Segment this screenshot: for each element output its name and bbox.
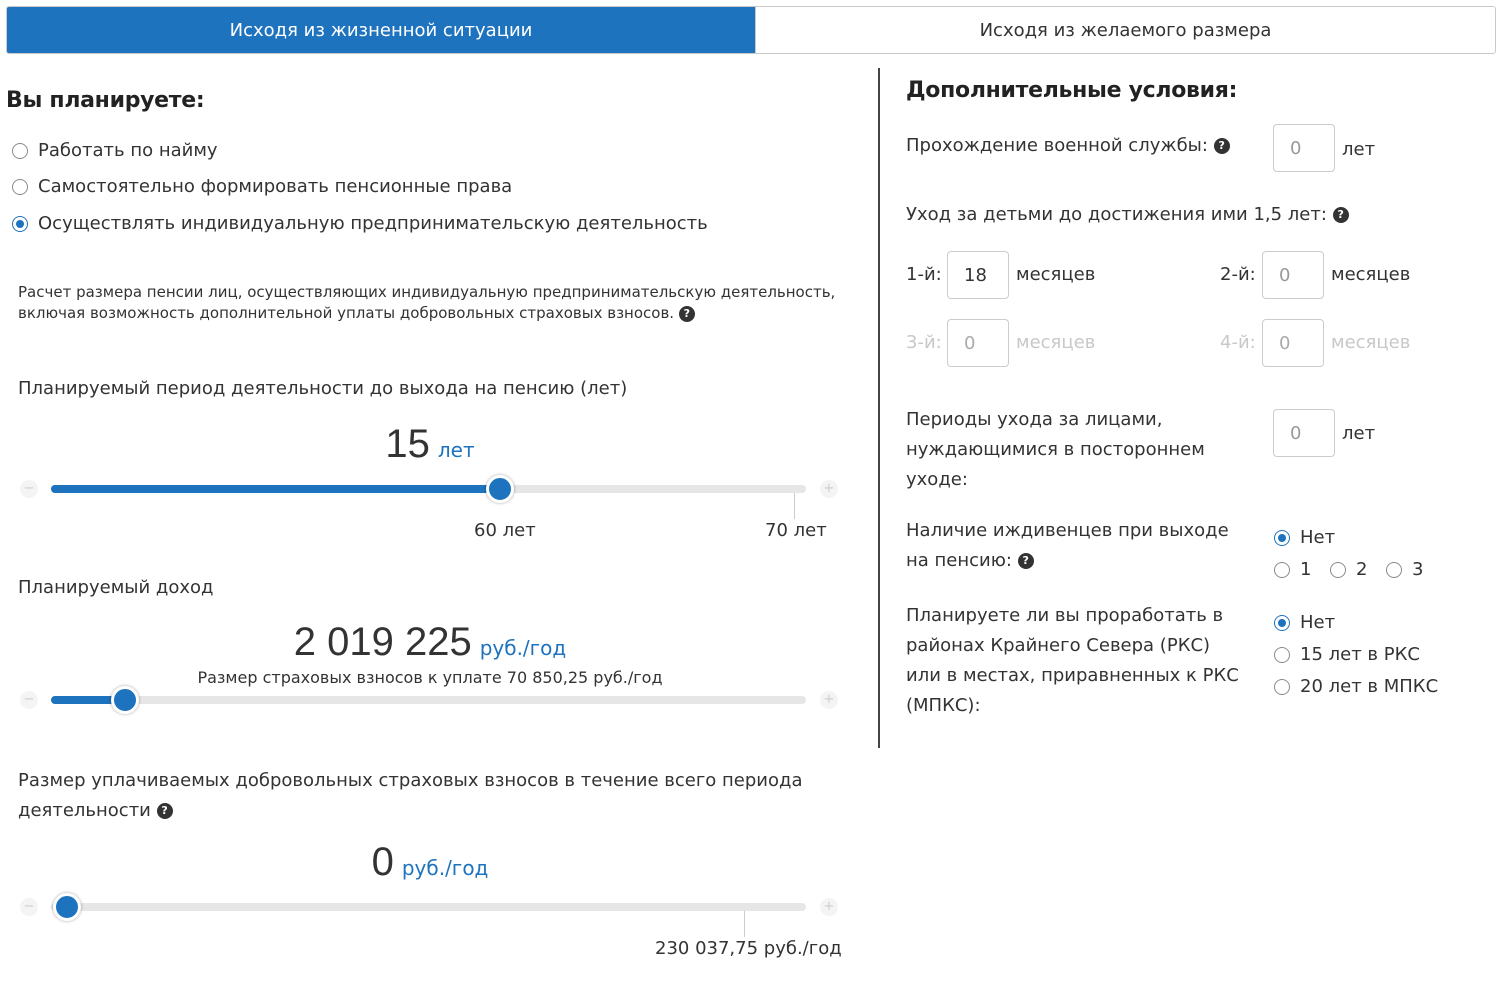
additional-conditions-heading: Дополнительные условия:	[906, 78, 1238, 103]
period-decrease-button[interactable]: −	[20, 480, 38, 498]
column-divider	[878, 68, 880, 748]
period-label: Планируемый период деятельности до выхода на пенсию (лет)	[18, 378, 628, 399]
child-1-unit: месяцев	[1016, 264, 1096, 285]
voluntary-slider-handle[interactable]	[53, 893, 81, 921]
care-periods-label	[906, 405, 1205, 495]
far-north-line-1: Планируете ли вы проработать в	[906, 605, 1224, 626]
description-line-2-text: включая возможность дополнительной уплаты добровольных страховых взносов.	[18, 304, 675, 322]
period-value	[230, 422, 630, 467]
option-employment-label: Работать по найму	[38, 140, 218, 161]
period-increase-button[interactable]: +	[820, 480, 838, 498]
calculator-mode-tabs	[6, 6, 1496, 54]
option-entrepreneur[interactable]	[12, 213, 708, 234]
far-north-line-4: (МПКС):	[906, 695, 981, 716]
far-north-option-15[interactable]	[1274, 644, 1420, 665]
dependents-option-1-label: 1	[1300, 559, 1312, 580]
child-3-months-input[interactable]: 0	[947, 319, 1009, 367]
radio-self-forming[interactable]	[12, 179, 28, 195]
period-number: 15	[385, 422, 430, 466]
dependents-option-none[interactable]	[1274, 527, 1335, 548]
help-icon[interactable]: ?	[1214, 138, 1230, 154]
military-years-input[interactable]: 0	[1273, 124, 1335, 172]
care-periods-years-input[interactable]: 0	[1273, 409, 1335, 457]
dependents-line-2	[906, 546, 1229, 576]
dependents-option-2[interactable]	[1330, 559, 1367, 580]
plan-heading: Вы планируете:	[6, 88, 205, 113]
dependents-line-2-text: на пенсию:	[906, 550, 1012, 571]
voluntary-label-line-2-text: деятельности	[18, 800, 151, 821]
radio-far-north-none[interactable]	[1274, 615, 1290, 631]
child-2-unit: месяцев	[1331, 264, 1411, 285]
voluntary-decrease-button[interactable]: −	[20, 898, 38, 916]
childcare-label	[906, 204, 1349, 225]
help-icon[interactable]: ?	[1333, 207, 1349, 223]
period-tick-label-60: 60 лет	[474, 520, 536, 541]
period-slider-handle[interactable]	[486, 475, 514, 503]
dependents-line-1: Наличие иждивенцев при выходе	[906, 520, 1229, 541]
voluntary-label	[18, 766, 868, 826]
child-4-label: 4-й:	[1220, 332, 1256, 353]
voluntary-label-line-2	[18, 796, 868, 826]
far-north-option-none[interactable]	[1274, 612, 1335, 633]
far-north-option-20[interactable]	[1274, 676, 1438, 697]
far-north-line-2: районах Крайнего Севера (РКС)	[906, 635, 1211, 656]
voluntary-number: 0	[371, 840, 394, 884]
voluntary-value	[230, 840, 630, 885]
care-periods-line-1: Периоды ухода за лицами,	[906, 409, 1163, 430]
dependents-label	[906, 516, 1229, 576]
child-1-label: 1-й:	[906, 264, 942, 285]
description-line-1: Расчет размера пенсии лиц, осуществляющих индивидуальную предпринимательскую деятельность,	[18, 283, 836, 301]
far-north-option-15-label: 15 лет в РКС	[1300, 644, 1420, 665]
option-self-forming[interactable]	[12, 176, 512, 197]
child-1-months-input[interactable]: 18	[947, 251, 1009, 299]
income-decrease-button[interactable]: −	[20, 691, 38, 709]
care-periods-line-3: уходе:	[906, 469, 968, 490]
option-employment[interactable]	[12, 140, 218, 161]
description-line-2	[18, 303, 868, 324]
radio-dependents-1[interactable]	[1274, 562, 1290, 578]
period-tick-70	[794, 493, 795, 519]
help-icon[interactable]: ?	[679, 306, 695, 322]
child-4-months-input[interactable]: 0	[1262, 319, 1324, 367]
radio-far-north-20[interactable]	[1274, 679, 1290, 695]
dependents-option-3-label: 3	[1412, 559, 1424, 580]
income-number: 2 019 225	[293, 620, 472, 664]
income-unit: руб./год	[479, 636, 567, 660]
radio-employment[interactable]	[12, 143, 28, 159]
radio-dependents-none[interactable]	[1274, 530, 1290, 546]
dependents-option-2-label: 2	[1356, 559, 1368, 580]
child-4-unit: месяцев	[1331, 332, 1411, 353]
income-slider-track[interactable]	[51, 696, 806, 704]
child-3-label: 3-й:	[906, 332, 942, 353]
radio-dependents-3[interactable]	[1386, 562, 1402, 578]
radio-dependents-2[interactable]	[1330, 562, 1346, 578]
dependents-option-none-label: Нет	[1300, 527, 1336, 548]
income-label: Планируемый доход	[18, 577, 214, 598]
child-2-months-input[interactable]: 0	[1262, 251, 1324, 299]
option-entrepreneur-label: Осуществлять индивидуальную предпринимательскую деятельность	[38, 213, 708, 234]
contribution-note: Размер страховых взносов к уплате 70 850,25 руб./год	[197, 668, 663, 687]
voluntary-slider-track[interactable]	[51, 903, 806, 911]
child-2-label: 2-й:	[1220, 264, 1256, 285]
voluntary-unit: руб./год	[401, 856, 489, 880]
care-periods-line-2: нуждающимися в постороннем	[906, 439, 1205, 460]
far-north-line-3: или в местах, приравненных к РКС	[906, 665, 1239, 686]
military-label	[906, 135, 1230, 156]
dependents-option-1[interactable]	[1274, 559, 1311, 580]
childcare-label-text: Уход за детьми до достижения ими 1,5 лет:	[906, 204, 1327, 225]
income-increase-button[interactable]: +	[820, 691, 838, 709]
voluntary-label-line-1: Размер уплачиваемых добровольных страховых взносов в течение всего периода	[18, 770, 803, 791]
period-tick-label-70: 70 лет	[765, 520, 827, 541]
tab-life-situation[interactable]: Исходя из жизненной ситуации	[7, 7, 755, 53]
voluntary-increase-button[interactable]: +	[820, 898, 838, 916]
calculation-description	[18, 282, 868, 324]
voluntary-tick-max	[744, 911, 745, 937]
military-unit: лет	[1342, 139, 1376, 160]
far-north-label	[906, 601, 1239, 721]
voluntary-tick-label: 230 037,75 руб./год	[655, 938, 842, 959]
far-north-option-none-label: Нет	[1300, 612, 1336, 633]
help-icon[interactable]: ?	[1018, 553, 1034, 569]
radio-far-north-15[interactable]	[1274, 647, 1290, 663]
far-north-option-20-label: 20 лет в МПКС	[1300, 676, 1439, 697]
dependents-option-3[interactable]	[1386, 559, 1423, 580]
radio-entrepreneur[interactable]	[12, 216, 28, 232]
option-self-forming-label: Самостоятельно формировать пенсионные права	[38, 176, 513, 197]
income-value	[180, 620, 680, 665]
period-slider-track[interactable]	[51, 485, 806, 493]
tab-desired-amount[interactable]: Исходя из желаемого размера	[755, 7, 1495, 53]
income-slider-handle[interactable]	[111, 686, 139, 714]
period-slider-fill	[51, 485, 500, 493]
care-periods-unit: лет	[1342, 423, 1376, 444]
period-unit: лет	[437, 438, 475, 462]
military-label-text: Прохождение военной службы:	[906, 135, 1208, 156]
help-icon[interactable]: ?	[157, 803, 173, 819]
child-3-unit: месяцев	[1016, 332, 1096, 353]
